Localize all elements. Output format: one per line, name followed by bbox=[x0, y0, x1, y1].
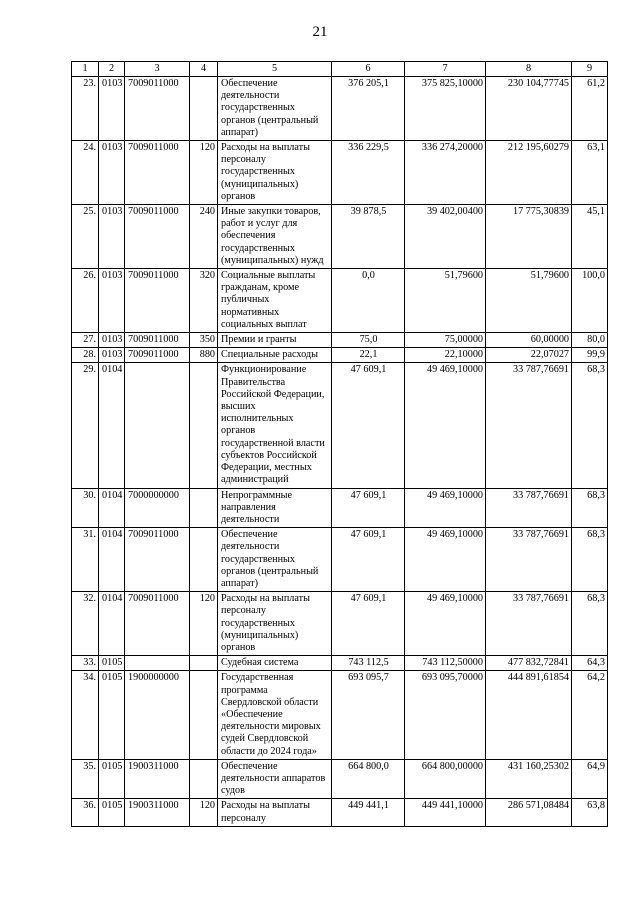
amount-col-7: 49 469,10000 bbox=[405, 488, 486, 528]
percent-col-9: 68,3 bbox=[572, 363, 608, 488]
amount-col-8: 33 787,76691 bbox=[486, 363, 572, 488]
expense-type-code bbox=[190, 656, 218, 671]
target-article-code: 7009011000 bbox=[125, 348, 190, 363]
amount-col-8: 230 104,77745 bbox=[486, 77, 572, 141]
item-name: Специальные расходы bbox=[218, 348, 332, 363]
amount-col-7: 693 095,70000 bbox=[405, 671, 486, 759]
target-article-code bbox=[125, 363, 190, 488]
section-code: 0104 bbox=[99, 592, 125, 656]
percent-col-9: 80,0 bbox=[572, 333, 608, 348]
amount-col-6: 22,1 bbox=[332, 348, 405, 363]
amount-col-7: 743 112,50000 bbox=[405, 656, 486, 671]
target-article-code: 7009011000 bbox=[125, 205, 190, 269]
amount-col-8: 33 787,76691 bbox=[486, 528, 572, 592]
percent-col-9: 100,0 bbox=[572, 269, 608, 333]
row-number: 25. bbox=[72, 205, 99, 269]
percent-col-9: 63,1 bbox=[572, 141, 608, 205]
amount-col-7: 336 274,20000 bbox=[405, 141, 486, 205]
row-number: 35. bbox=[72, 759, 99, 799]
table-row bbox=[72, 488, 608, 528]
percent-col-9: 61,2 bbox=[572, 77, 608, 141]
amount-col-8: 33 787,76691 bbox=[486, 592, 572, 656]
amount-col-7: 49 469,10000 bbox=[405, 528, 486, 592]
amount-col-7: 449 441,10000 bbox=[405, 799, 486, 826]
target-article-code bbox=[125, 656, 190, 671]
item-name: Обеспечение деятельности государственных органов (центральный аппарат) bbox=[218, 528, 332, 592]
section-code: 0104 bbox=[99, 363, 125, 488]
item-name: Социальные выплаты гражданам, кроме публичных нормативных социальных выплат bbox=[218, 269, 332, 333]
item-name: Судебная система bbox=[218, 656, 332, 671]
amount-col-6: 376 205,1 bbox=[332, 77, 405, 141]
table-row bbox=[72, 333, 608, 348]
percent-col-9: 63,8 bbox=[572, 799, 608, 826]
target-article-code: 1900311000 bbox=[125, 799, 190, 826]
percent-col-9: 64,2 bbox=[572, 671, 608, 759]
column-header: 2 bbox=[99, 62, 125, 77]
amount-col-6: 664 800,0 bbox=[332, 759, 405, 799]
item-name: Обеспечение деятельности аппаратов судов bbox=[218, 759, 332, 799]
amount-col-6: 47 609,1 bbox=[332, 528, 405, 592]
expense-type-code: 120 bbox=[190, 141, 218, 205]
percent-col-9: 45,1 bbox=[572, 205, 608, 269]
row-number: 23. bbox=[72, 77, 99, 141]
item-name: Обеспечение деятельности государственных органов (центральный аппарат) bbox=[218, 77, 332, 141]
amount-col-8: 17 775,30839 bbox=[486, 205, 572, 269]
target-article-code: 7009011000 bbox=[125, 77, 190, 141]
amount-col-6: 449 441,1 bbox=[332, 799, 405, 826]
table-row bbox=[72, 759, 608, 799]
amount-col-8: 444 891,61854 bbox=[486, 671, 572, 759]
table-row bbox=[72, 528, 608, 592]
expense-type-code bbox=[190, 671, 218, 759]
expense-type-code bbox=[190, 528, 218, 592]
amount-col-6: 47 609,1 bbox=[332, 592, 405, 656]
amount-col-6: 75,0 bbox=[332, 333, 405, 348]
amount-col-7: 39 402,00400 bbox=[405, 205, 486, 269]
section-code: 0105 bbox=[99, 759, 125, 799]
amount-col-7: 664 800,00000 bbox=[405, 759, 486, 799]
expense-type-code bbox=[190, 77, 218, 141]
section-code: 0105 bbox=[99, 656, 125, 671]
column-header: 6 bbox=[332, 62, 405, 77]
item-name: Расходы на выплаты персоналу государственных (муниципальных) органов bbox=[218, 592, 332, 656]
item-name: Иные закупки товаров, работ и услуг для обеспечения государственных (муниципальных) нужд bbox=[218, 205, 332, 269]
section-code: 0105 bbox=[99, 671, 125, 759]
row-number: 31. bbox=[72, 528, 99, 592]
table-row bbox=[72, 77, 608, 141]
section-code: 0105 bbox=[99, 799, 125, 826]
target-article-code: 7009011000 bbox=[125, 333, 190, 348]
section-code: 0104 bbox=[99, 528, 125, 592]
amount-col-7: 49 469,10000 bbox=[405, 592, 486, 656]
amount-col-7: 49 469,10000 bbox=[405, 363, 486, 488]
expense-type-code bbox=[190, 488, 218, 528]
amount-col-7: 375 825,10000 bbox=[405, 77, 486, 141]
percent-col-9: 68,3 bbox=[572, 488, 608, 528]
row-number: 34. bbox=[72, 671, 99, 759]
target-article-code: 7000000000 bbox=[125, 488, 190, 528]
amount-col-6: 693 095,7 bbox=[332, 671, 405, 759]
expense-type-code: 350 bbox=[190, 333, 218, 348]
section-code: 0103 bbox=[99, 269, 125, 333]
section-code: 0103 bbox=[99, 333, 125, 348]
expense-type-code bbox=[190, 759, 218, 799]
section-code: 0103 bbox=[99, 77, 125, 141]
amount-col-8: 212 195,60279 bbox=[486, 141, 572, 205]
column-header: 4 bbox=[190, 62, 218, 77]
item-name: Расходы на выплаты персоналу государственных (муниципальных) органов bbox=[218, 141, 332, 205]
section-code: 0103 bbox=[99, 205, 125, 269]
item-name: Расходы на выплаты персоналу bbox=[218, 799, 332, 826]
section-code: 0103 bbox=[99, 141, 125, 205]
row-number: 30. bbox=[72, 488, 99, 528]
percent-col-9: 64,9 bbox=[572, 759, 608, 799]
amount-col-6: 47 609,1 bbox=[332, 488, 405, 528]
percent-col-9: 68,3 bbox=[572, 528, 608, 592]
budget-table bbox=[71, 61, 608, 827]
amount-col-8: 33 787,76691 bbox=[486, 488, 572, 528]
expense-type-code: 120 bbox=[190, 592, 218, 656]
table-row bbox=[72, 671, 608, 759]
row-number: 36. bbox=[72, 799, 99, 826]
table-row bbox=[72, 656, 608, 671]
row-number: 29. bbox=[72, 363, 99, 488]
column-header: 9 bbox=[572, 62, 608, 77]
amount-col-8: 22,07027 bbox=[486, 348, 572, 363]
row-number: 28. bbox=[72, 348, 99, 363]
column-header: 7 bbox=[405, 62, 486, 77]
row-number: 26. bbox=[72, 269, 99, 333]
row-number: 33. bbox=[72, 656, 99, 671]
amount-col-6: 743 112,5 bbox=[332, 656, 405, 671]
item-name: Непрограммные направления деятельности bbox=[218, 488, 332, 528]
amount-col-7: 75,00000 bbox=[405, 333, 486, 348]
target-article-code: 7009011000 bbox=[125, 592, 190, 656]
expense-type-code: 240 bbox=[190, 205, 218, 269]
expense-type-code: 320 bbox=[190, 269, 218, 333]
column-header: 8 bbox=[486, 62, 572, 77]
table-row bbox=[72, 348, 608, 363]
table-row bbox=[72, 363, 608, 488]
row-number: 27. bbox=[72, 333, 99, 348]
item-name: Премии и гранты bbox=[218, 333, 332, 348]
target-article-code: 1900000000 bbox=[125, 671, 190, 759]
amount-col-6: 39 878,5 bbox=[332, 205, 405, 269]
target-article-code: 7009011000 bbox=[125, 269, 190, 333]
table-row bbox=[72, 205, 608, 269]
column-header: 5 bbox=[218, 62, 332, 77]
section-code: 0104 bbox=[99, 488, 125, 528]
page-number: 21 bbox=[312, 24, 328, 40]
expense-type-code: 120 bbox=[190, 799, 218, 826]
amount-col-6: 47 609,1 bbox=[332, 363, 405, 488]
expense-type-code bbox=[190, 363, 218, 488]
table-row bbox=[72, 799, 608, 826]
section-code: 0103 bbox=[99, 348, 125, 363]
column-header: 3 bbox=[125, 62, 190, 77]
header-row bbox=[72, 62, 608, 77]
percent-col-9: 68,3 bbox=[572, 592, 608, 656]
amount-col-8: 51,79600 bbox=[486, 269, 572, 333]
amount-col-8: 286 571,08484 bbox=[486, 799, 572, 826]
amount-col-8: 477 832,72841 bbox=[486, 656, 572, 671]
amount-col-8: 60,00000 bbox=[486, 333, 572, 348]
row-number: 32. bbox=[72, 592, 99, 656]
item-name: Государственная программа Свердловской области «Обеспечение деятельности мировых судей Свердловской области до 2024 года» bbox=[218, 671, 332, 759]
item-name: Функционирование Правительства Российской Федерации, высших исполнительных органов государственной власти субъектов Российской Федерации, местных администраций bbox=[218, 363, 332, 488]
amount-col-7: 22,10000 bbox=[405, 348, 486, 363]
target-article-code: 1900311000 bbox=[125, 759, 190, 799]
target-article-code: 7009011000 bbox=[125, 141, 190, 205]
amount-col-8: 431 160,25302 bbox=[486, 759, 572, 799]
amount-col-7: 51,79600 bbox=[405, 269, 486, 333]
row-number: 24. bbox=[72, 141, 99, 205]
column-header: 1 bbox=[72, 62, 99, 77]
amount-col-6: 336 229,5 bbox=[332, 141, 405, 205]
amount-col-6: 0,0 bbox=[332, 269, 405, 333]
target-article-code: 7009011000 bbox=[125, 528, 190, 592]
table-row bbox=[72, 592, 608, 656]
percent-col-9: 99,9 bbox=[572, 348, 608, 363]
table-row bbox=[72, 141, 608, 205]
expense-type-code: 880 bbox=[190, 348, 218, 363]
table-row bbox=[72, 269, 608, 333]
percent-col-9: 64,3 bbox=[572, 656, 608, 671]
